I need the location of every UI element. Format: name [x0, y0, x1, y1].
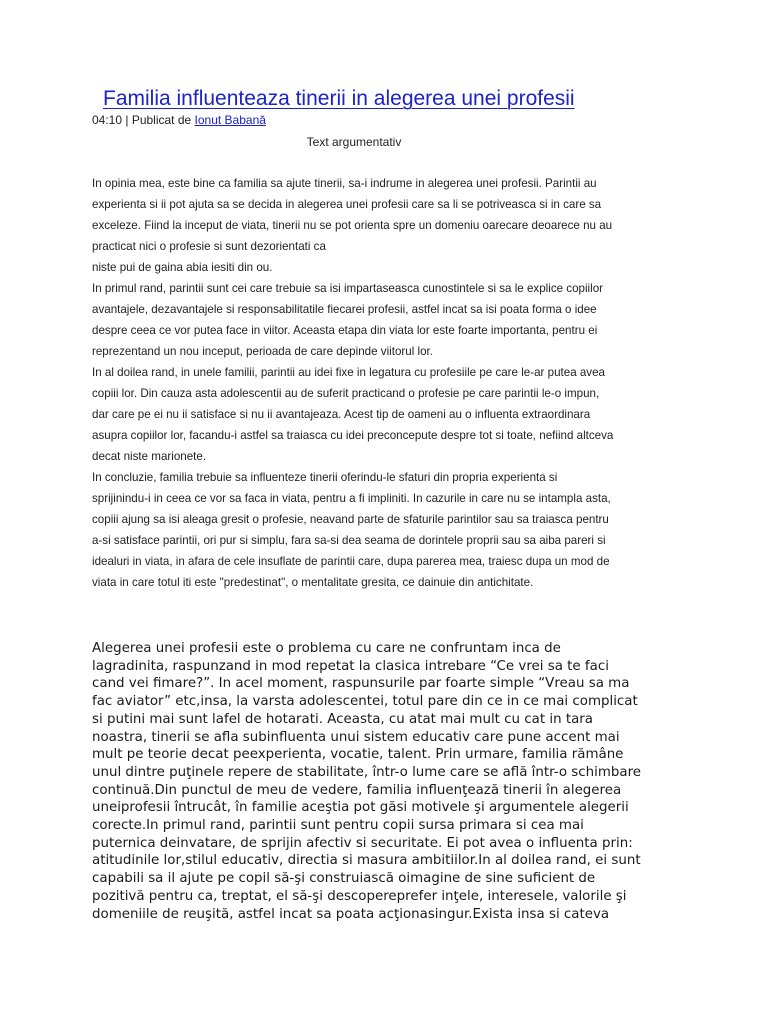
article-line: niste pui de gaina abia iesiti din ou. [92, 261, 273, 274]
article-line: practicat nici o profesie si sunt dezorientati ca [92, 240, 326, 253]
article-line: In concluzie, familia trebuie sa influenteze tinerii oferindu-le sfaturi din propria experienta si [92, 471, 558, 484]
essay-line: domeniile de reuşită, astfel incat sa poata acţionasingur.Exista insa si cateva [92, 906, 610, 922]
article-line: viata in care totul iti este "predestinat", o mentalitate gresita, ce dainuie din antichitate. [92, 576, 534, 589]
essay-line: fac aviator” etc,insa, la varsta adolescentei, totul pare din ce in ce mai complicat [92, 694, 638, 710]
article-line: In opinia mea, este bine ca familia sa ajute tinerii, sa-i indrume in alegerea unei profesii. Parintii au [92, 177, 597, 190]
article-line: sprijinindu-i in ceea ce vor sa faca in viata, pentru a fi impliniti. In cazurile in care nu se intampla asta, [92, 492, 611, 505]
author-link[interactable]: Ionut Babană [194, 113, 266, 127]
essay-line: capabili sa il ajute pe copil să-şi construiască oimagine de sine suficient de [92, 871, 596, 887]
article-line: idealuri in viata, in afara de cele insuflate de parintii care, dupa parerea mea, traiesc dupa un mod de [92, 555, 610, 568]
article-line: experienta si ii pot ajuta sa se decida in alegerea unei profesii care sa li se potriveasca si in care sa [92, 198, 602, 211]
essay-line: cand vei fimare?”. In acel moment, raspunsurile par foarte simple “Vreau sa ma [92, 676, 630, 692]
article-line: despre ceea ce vor putea face in viitor. Aceasta etapa din viata lor este foarte importanta, pentru ei [92, 324, 598, 337]
essay-body [92, 640, 732, 923]
article-line: reprezentand un nou inceput, perioada de care depinde viitorul lor. [92, 345, 433, 358]
article-line: In al doilea rand, in unele familii, parintii au idei fixe in legatura cu profesiile pe care le-ar putea avea [92, 366, 606, 379]
essay-line: si putini mai sunt lafel de hotarati. Aceasta, cu atat mai mult cu cat in tara [92, 711, 593, 727]
essay-line: mult pe teorie decat peexperienta, vocatie, talent. Prin urmare, familia rămâne [92, 747, 624, 763]
article-body [92, 173, 692, 593]
article-line: a-si satisface parintii, ori pur si simplu, fara sa-si dea seama de dorintele proprii sau sa aiba pareri si [92, 534, 606, 547]
article-line: dar care pe ei nu ii satisface si nu ii avantajeaza. Acest tip de oameni au o influenta extraordinara [92, 408, 591, 421]
article-line: exceleze. Fiind la inceput de viata, tinerii nu se pot orienta spre un domeniu oarecare deoarece nu au [92, 219, 613, 232]
article-line: In primul rand, parintii sunt cei care trebuie sa isi impartaseasca cunostintele si sa le explice copiilor [92, 282, 604, 295]
essay-line: atitudinile lor,stilul educativ, directia si masura ambitiilor.In al doilea rand, ei sunt [92, 853, 641, 869]
article-line: avantajele, dezavantajele si responsabilitatile fiecarei profesii, astfel incat sa isi poata forma o idee [92, 303, 597, 316]
post-time: 04:10 | Publicat de [92, 113, 195, 127]
essay-line: continuă.Din punctul de meu de vedere, familia influenţează tinerii în alegerea [92, 782, 622, 798]
essay-line: uneiprofesii întrucât, în familie aceştia pot găsi motivele şi argumentele alegerii [92, 800, 629, 816]
article-title[interactable]: Familia influenteaza tinerii in alegerea unei profesii [103, 87, 575, 110]
article-line: copiii lor. Din cauza asta adolescentii au de suferit practicand o profesie pe care parintii le-o impun, [92, 387, 600, 400]
article-subtitle: Text argumentativ [306, 135, 402, 149]
essay-line: puternica deinvatare, de sprijin afectiv si securitate. Ei pot avea o influenta prin: [92, 835, 633, 851]
essay-line: noastra, tinerii se afla subinfluenta unui sistem educativ care pune accent mai [92, 729, 620, 745]
article-line: asupra copiilor lor, facandu-i astfel sa traiasca cu idei preconcepute despre tot si toate, nefiind altceva [92, 429, 614, 442]
article-line: decat niste marionete. [92, 450, 207, 463]
essay-line: Alegerea unei profesii este o problema cu care ne confruntam inca de [92, 641, 561, 656]
essay-line: lagradinita, raspunzand in mod repetat la clasica intrebare “Ce vrei sa te faci [92, 658, 609, 674]
post-meta [92, 112, 266, 128]
essay-line: pozitivă pentru ca, treptat, el să-şi descopereprefer inţele, interesele, valorile şi [92, 888, 627, 904]
essay-line: corecte.In primul rand, parintii sunt pentru copii sursa primara si cea mai [92, 818, 584, 834]
essay-line: unul dintre puţinele repere de stabilitate, într-o lume care se află într-o schimbare [92, 764, 642, 780]
article-line: copiii ajung sa isi aleaga gresit o profesie, neavand parte de sfaturile parintilor sau sa traiasca pentru [92, 513, 609, 526]
